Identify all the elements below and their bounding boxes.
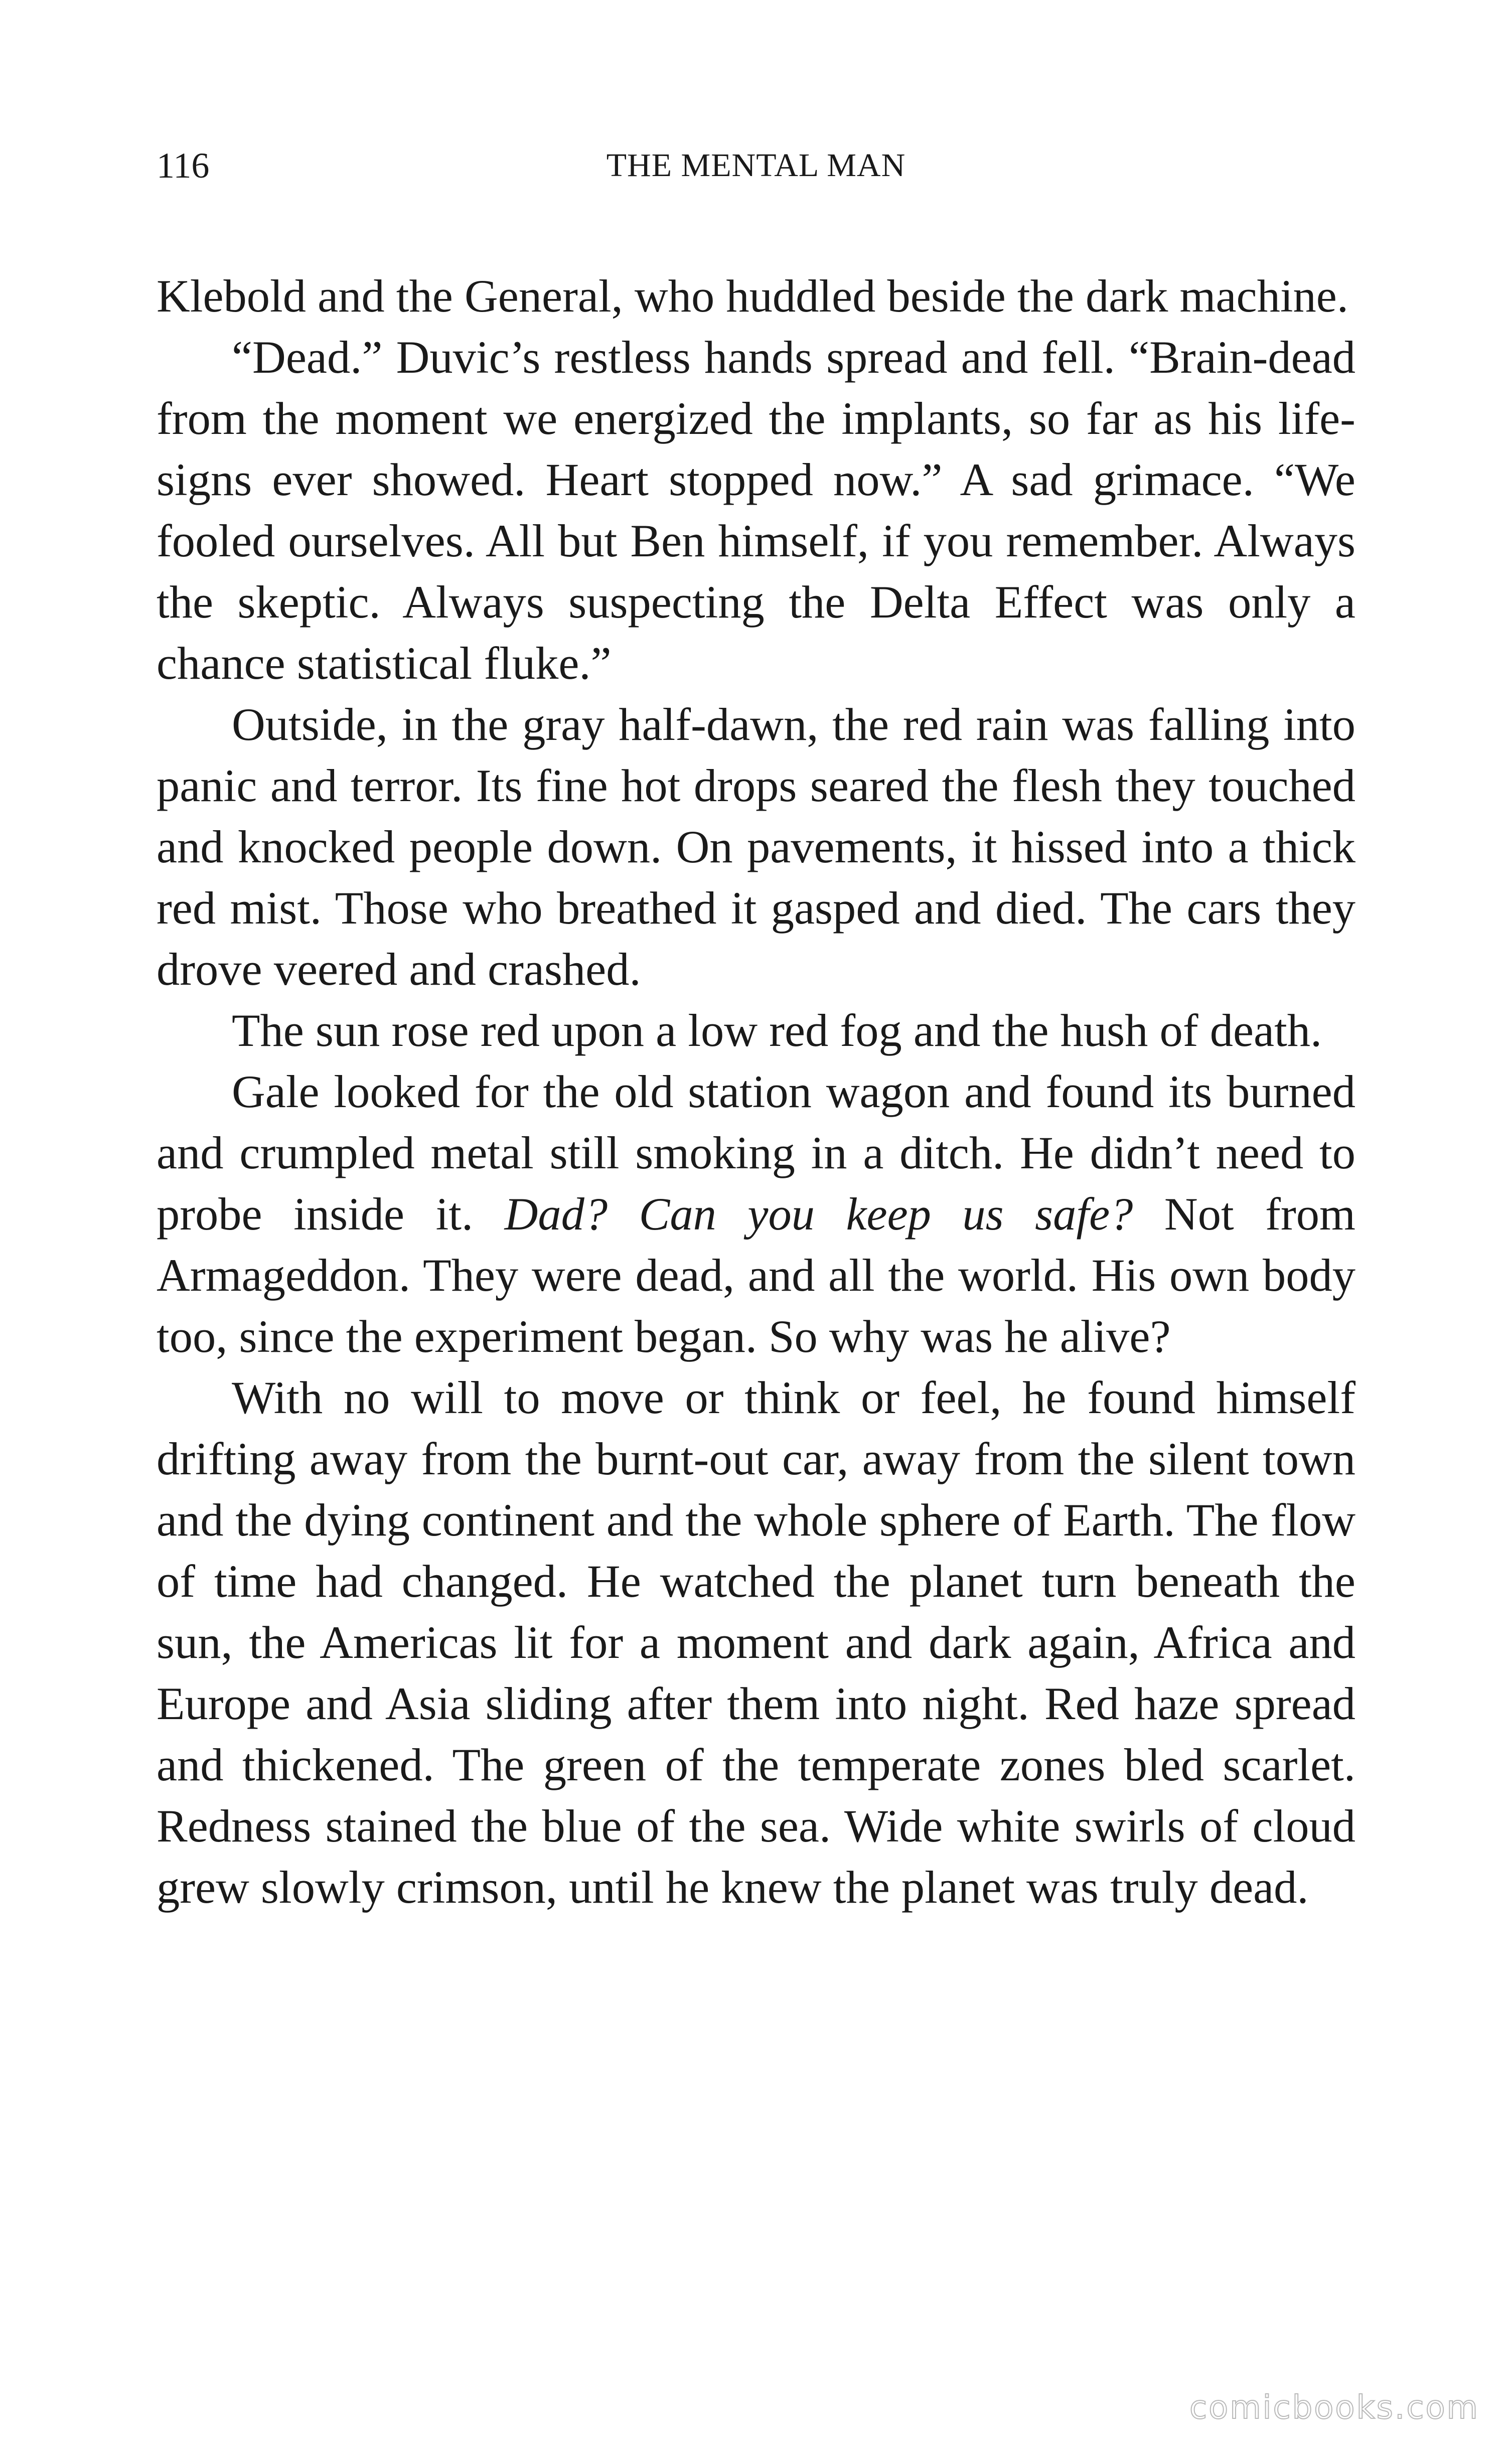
paragraph-5-start: Gale looked for the old station wagon and found its burned and crumpled metal still smoking in a ditch. He didn’t need to probe inside it. xyxy=(157,1066,1355,1240)
paragraph-1: Klebold and the General, who huddled beside the dark machine. xyxy=(157,271,1348,322)
paragraph-3: Outside, in the gray half-dawn, the red rain was falling into panic and terror. Its fine hot drops seared the flesh they touched and knocked people down. On pavements, it hissed into a thick red mist. Those who breathed it gasped and died. The cars they drove veered and crashed. xyxy=(157,699,1355,995)
paragraph-5-end: Not from Armageddon. They were dead, and all the world. His own body too, since the experiment began. So why was he alive? xyxy=(157,1189,1355,1362)
page-number: 116 xyxy=(157,145,210,186)
paragraph-4: The sun rose red upon a low red fog and the hush of death. xyxy=(232,1005,1322,1056)
paragraph-5 xyxy=(157,1061,1355,1367)
running-head: THE MENTAL MAN xyxy=(606,147,906,184)
body-text xyxy=(157,266,1355,1918)
paragraph-2: “Dead.” Duvic’s restless hands spread and fell. “Brain-dead from the moment we energized the implants, so far as his life-signs ever showed. Heart stopped now.” A sad grimace. “We fooled ourselves. All but Ben himself, if you remember. Always the skeptic. Always suspecting the Delta Effect was only a chance statistical fluke.” xyxy=(157,332,1355,689)
page-header xyxy=(157,135,1355,196)
watermark-logo: comicbooks.com xyxy=(1189,2389,1479,2426)
paragraph-6: With no will to move or think or feel, he found himself drifting away from the burnt-out car, away from the silent town and the dying continent and the whole sphere of Earth. The flow of time had changed. He watched the planet turn beneath the sun, the Americas lit for a moment and dark again, Africa and Europe and Asia sliding after them into night. Red haze spread and thickened. The green of the temperate zones bled scarlet. Redness stained the blue of the sea. Wide white swirls of cloud grew slowly crimson, until he knew the planet was truly dead. xyxy=(157,1372,1355,1913)
italic-thought: Dad? Can you keep us safe? xyxy=(504,1189,1133,1240)
